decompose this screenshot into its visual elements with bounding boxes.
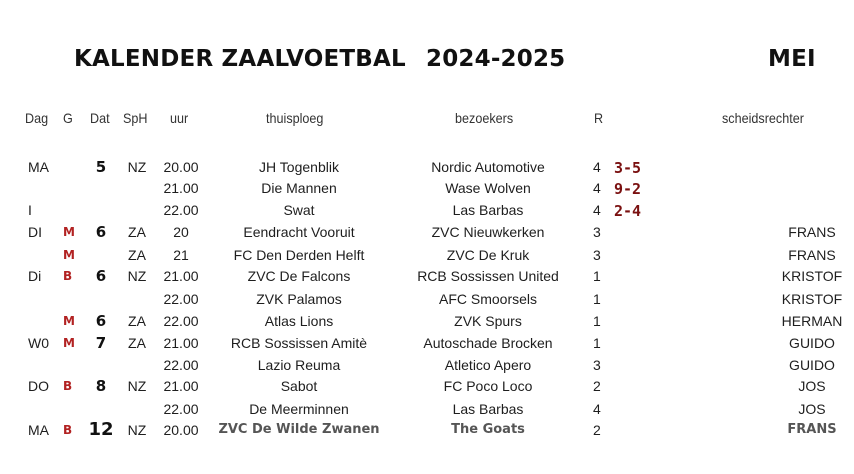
row-12-uur: 22.00 <box>163 401 199 417</box>
column-header-referee: scheidsrechter <box>722 110 804 126</box>
row-10-r: 3 <box>593 357 601 373</box>
row-6-away: RCB Sossissen United <box>417 268 559 284</box>
column-header-dag: Dag <box>25 110 49 126</box>
row-8-away: ZVK Spurs <box>454 313 522 329</box>
row-2-uur: 21.00 <box>163 180 199 196</box>
row-1-home: JH Togenblik <box>259 159 339 175</box>
row-9-dag: W0 <box>28 335 49 351</box>
row-11-g: B <box>63 379 73 393</box>
row-4-dag: DI <box>28 224 42 240</box>
row-3-r: 4 <box>593 202 601 218</box>
row-8-g: M <box>63 314 75 328</box>
column-header-g: G <box>63 110 73 126</box>
row-2-score: 9-2 <box>614 180 642 198</box>
row-8-r: 1 <box>593 313 601 329</box>
row-1-score: 3-5 <box>614 159 642 177</box>
row-2-home: Die Mannen <box>261 180 337 196</box>
column-header-home: thuisploeg <box>266 110 324 126</box>
row-3-uur: 22.00 <box>163 202 199 218</box>
row-9-uur: 21.00 <box>163 335 199 351</box>
column-header-dat: Dat <box>90 110 110 126</box>
row-2-away: Wase Wolven <box>445 180 531 196</box>
row-1-sph: NZ <box>127 159 147 175</box>
row-5-sph: ZA <box>128 247 146 263</box>
row-5-r: 3 <box>593 247 601 263</box>
row-2-r: 4 <box>593 180 601 196</box>
row-3-dag: I <box>28 202 32 218</box>
row-9-r: 1 <box>593 335 601 351</box>
row-4-g: M <box>63 225 75 239</box>
row-7-ref: KRISTOF <box>781 291 843 307</box>
row-9-sph: ZA <box>128 335 146 351</box>
row-4-sph: ZA <box>128 224 146 240</box>
row-5-away: ZVC De Kruk <box>446 247 530 263</box>
row-11-dag: DO <box>28 378 49 394</box>
row-10-home: Lazio Reuma <box>257 357 341 373</box>
row-5-ref: FRANS <box>788 247 836 263</box>
row-13-r: 2 <box>593 422 601 438</box>
row-9-home: RCB Sossissen Amitè <box>230 335 368 351</box>
row-4-away: ZVC Nieuwkerken <box>431 224 545 240</box>
row-7-r: 1 <box>593 291 601 307</box>
row-1-r: 4 <box>593 159 601 175</box>
row-11-home: Sabot <box>280 378 318 394</box>
row-3-score: 2-4 <box>614 202 642 220</box>
row-4-dat: 6 <box>95 223 107 241</box>
row-5-g: M <box>63 248 75 262</box>
row-9-away: Autoschade Brocken <box>423 335 553 351</box>
row-13-dag: MA <box>28 422 49 438</box>
row-11-away: FC Poco Loco <box>443 378 533 394</box>
row-3-away: Las Barbas <box>452 202 524 218</box>
row-4-home: Eendracht Vooruit <box>243 224 355 240</box>
row-13-home: ZVC De Wilde Zwanen <box>218 422 380 437</box>
row-11-r: 2 <box>593 378 601 394</box>
row-6-r: 1 <box>593 268 601 284</box>
row-6-uur: 21.00 <box>163 268 199 284</box>
row-10-uur: 22.00 <box>163 357 199 373</box>
row-4-r: 3 <box>593 224 601 240</box>
column-header-away: bezoekers <box>455 110 514 126</box>
row-1-dat: 5 <box>95 158 107 176</box>
row-6-dat: 6 <box>95 267 107 285</box>
row-13-ref: FRANS <box>787 422 837 437</box>
row-12-away: Las Barbas <box>452 401 524 417</box>
row-6-sph: NZ <box>127 268 147 284</box>
row-12-r: 4 <box>593 401 601 417</box>
calendar-title: KALENDER ZAALVOETBAL <box>74 46 406 72</box>
row-13-sph: NZ <box>127 422 147 438</box>
row-13-away: The Goats <box>451 422 525 437</box>
row-13-g: B <box>63 423 73 437</box>
row-4-ref: FRANS <box>788 224 836 240</box>
row-5-uur: 21 <box>173 247 189 263</box>
row-5-home: FC Den Derden Helft <box>233 247 365 263</box>
season-label: 2024-2025 <box>426 46 566 72</box>
row-7-uur: 22.00 <box>163 291 199 307</box>
row-7-home: ZVK Palamos <box>256 291 342 307</box>
row-9-dat: 7 <box>95 334 107 352</box>
row-7-away: AFC Smoorsels <box>438 291 538 307</box>
row-1-uur: 20.00 <box>163 159 199 175</box>
row-8-dat: 6 <box>95 312 107 330</box>
row-8-home: Atlas Lions <box>264 313 334 329</box>
row-6-g: B <box>63 269 73 283</box>
column-header-uur: uur <box>170 110 189 126</box>
column-header-r: R <box>594 110 604 126</box>
row-11-ref: JOS <box>798 378 826 394</box>
row-8-ref: HERMAN <box>781 313 843 329</box>
row-6-dag: Di <box>28 268 42 284</box>
row-13-uur: 20.00 <box>163 422 199 438</box>
row-8-sph: ZA <box>128 313 146 329</box>
row-9-ref: GUIDO <box>789 335 835 351</box>
row-4-uur: 20 <box>173 224 189 240</box>
row-13-dat: 12 <box>88 419 114 440</box>
row-1-dag: MA <box>28 159 49 175</box>
row-3-home: Swat <box>283 202 315 218</box>
row-12-ref: JOS <box>798 401 826 417</box>
row-11-dat: 8 <box>95 377 107 395</box>
row-10-away: Atletico Apero <box>444 357 532 373</box>
row-11-uur: 21.00 <box>163 378 199 394</box>
row-6-ref: KRISTOF <box>781 268 843 284</box>
row-6-home: ZVC De Falcons <box>247 268 351 284</box>
column-header-sph: SpH <box>123 110 148 126</box>
row-9-g: M <box>63 336 75 350</box>
month-label: MEI <box>768 46 816 72</box>
row-1-away: Nordic Automotive <box>431 159 545 175</box>
row-12-home: De Meerminnen <box>249 401 349 417</box>
row-10-ref: GUIDO <box>789 357 835 373</box>
row-11-sph: NZ <box>127 378 147 394</box>
row-8-uur: 22.00 <box>163 313 199 329</box>
